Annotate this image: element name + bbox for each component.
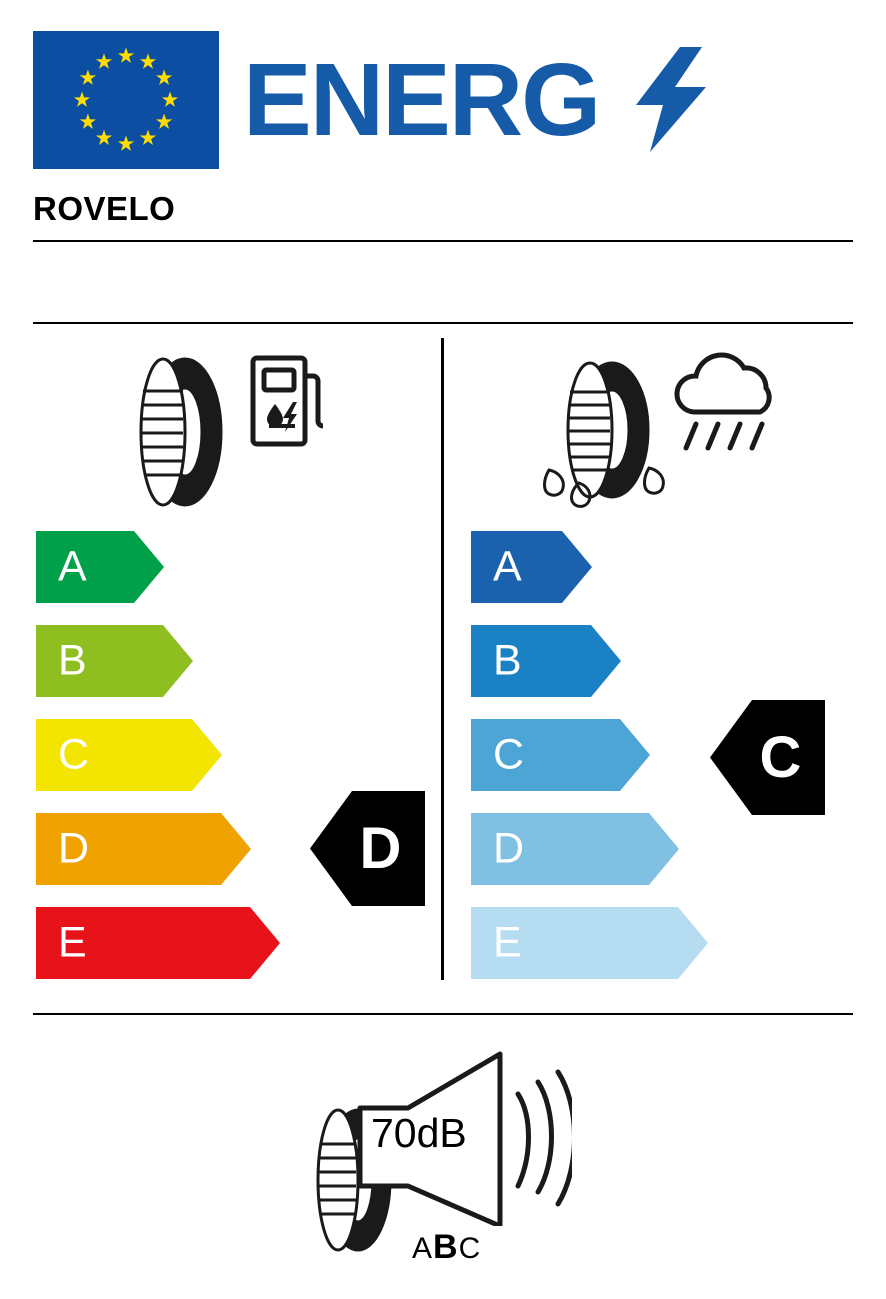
noise-class-c: C [458,1232,482,1265]
divider-above-noise [33,1013,853,1015]
grade-row-fuel-a [36,531,164,603]
noise-class-scale [412,1228,481,1267]
fuel-result-letter: D [359,816,402,881]
energy-wordmark: ENERG [243,42,600,157]
grade-row-wet-d [471,813,679,885]
grade-row-wet-a [471,531,592,603]
grade-letter: C [493,730,525,779]
wet-grip-result [710,700,825,815]
rain-cloud-icon [672,350,786,465]
brand-name: ROVELO [33,190,176,227]
divider-under-brand [33,240,853,242]
noise-class-b: B [433,1228,459,1266]
lightning-bolt-icon [636,47,706,152]
grade-row-fuel-c [36,719,222,791]
grade-letter: D [58,824,90,873]
grade-letter: D [493,824,525,873]
eu-flag [33,31,219,169]
grade-row-fuel-d [36,813,251,885]
grade-letter: B [58,636,87,685]
noise-class-a: A [412,1232,434,1265]
wet-grip-result-letter: C [759,725,802,790]
grade-row-wet-c [471,719,650,791]
grade-row-fuel-b [36,625,193,697]
grade-letter: A [493,542,522,591]
grade-letter: E [58,918,87,967]
grade-letter: E [493,918,522,967]
noise-decibel-value: 70dB [371,1110,467,1156]
tyre-icon [123,355,241,510]
grade-letter: C [58,730,90,779]
divider-above-grades [33,322,853,324]
divider-between-sections [441,338,444,980]
eu-stars-icon [33,31,219,169]
grade-row-fuel-e [36,907,280,979]
fuel-pump-icon [249,354,324,448]
grade-letter: A [58,542,87,591]
grade-row-wet-b [471,625,621,697]
grade-row-wet-e [471,907,708,979]
grade-letter: B [493,636,522,685]
tyre-icon [537,360,677,518]
fuel-efficiency-result [310,791,425,906]
